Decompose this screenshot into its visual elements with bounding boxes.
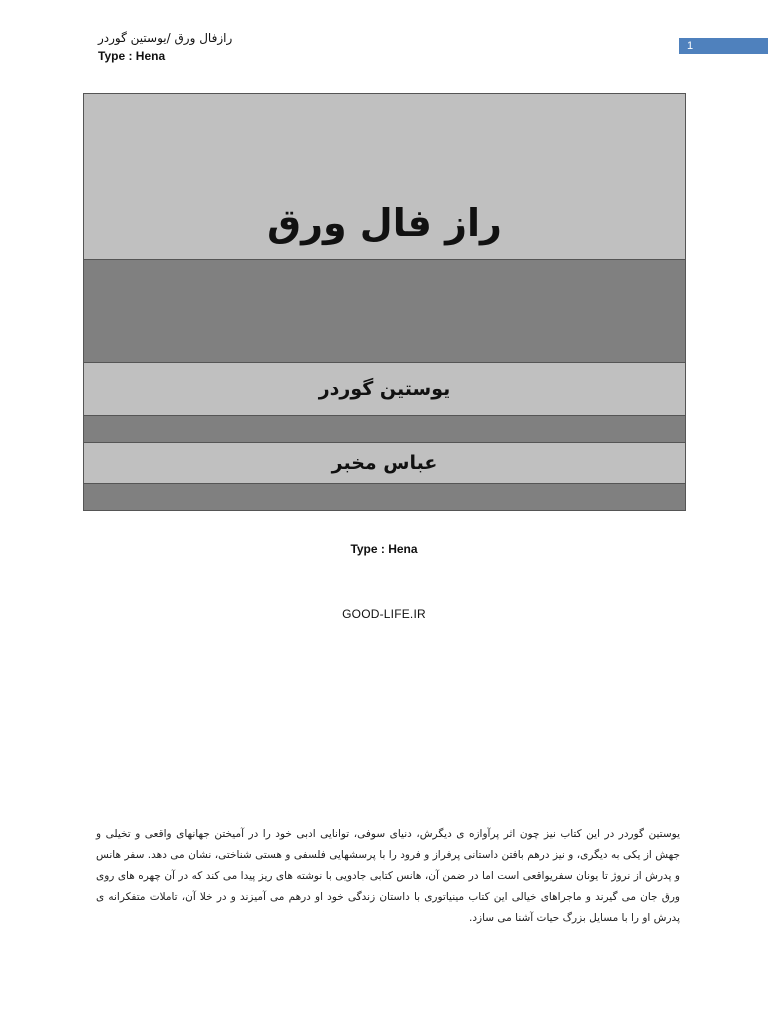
cover-dark-band (84, 260, 685, 363)
header-type-label: Type : Hena (98, 49, 166, 63)
book-author: یوستین گوردر (318, 378, 451, 400)
website-link[interactable]: GOOD-LIFE.IR (342, 607, 426, 621)
book-description: یوستین گوردر در این کتاب نیز چون اثر پرآوازه ی دیگرش، دنیای سوفی، توانایی ادبی خود را در آمیختن جهانهای واقعی و تخیلی و جهش از یکی به دیگری، و نیز درهم بافتن داستانی پرفراز و فرود را با پرسشهایی فلسفی و هستی شناختی، نشان می دهد. سفر هانس و پدرش از نروژ تا یونان سفریواقعی است اما در ضمن آن، هانس کتابی جادویی با نوشته های ریز پیدا می کند که در آن چهره های روی ورق جان می گیرند و ماجراهای خیالی این کتاب مینیاتوری با داستان زندگی خود او درهم می آمیزند و در خلا آن، تاملات متفکرانه ی پدرش او را با مسایل بزرگ حیات آشنا می سازد. (96, 828, 680, 924)
cover-dark-band (84, 416, 685, 443)
type-label: Type : Hena (350, 542, 418, 556)
book-cover (83, 93, 686, 511)
cover-title-band (84, 94, 685, 260)
cover-author-band (84, 363, 685, 416)
book-title: راز فال ورق (267, 201, 502, 245)
page-header (98, 28, 298, 64)
page-number-badge: 1 (679, 38, 768, 54)
book-translator: عباس مخبر (331, 452, 438, 474)
cover-dark-band (84, 484, 685, 510)
cover-translator-band (84, 443, 685, 484)
running-title: رازفال ورق /یوستین گوردر (98, 31, 233, 45)
